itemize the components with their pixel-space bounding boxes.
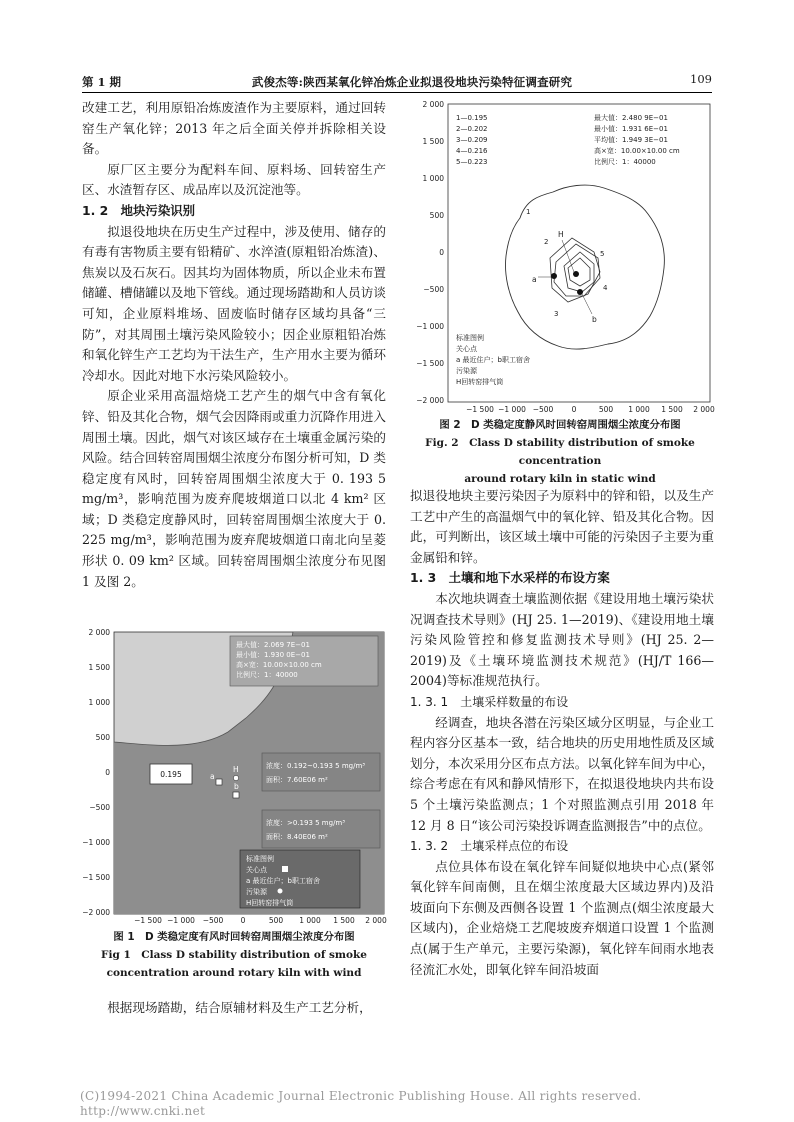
y-tick: 500 (429, 211, 444, 220)
point-h-label: H (233, 765, 239, 774)
subsection-heading: 1. 3. 1 土壤采样数量的布设 (410, 694, 569, 709)
paragraph: 拟退役地块主要污染因子为原料中的锌和铅，以及生产工艺中产生的高温烟气中的氧化锌、铅及其化合物。因此，可判断出，该区域土壤中可能的污染因子主要为重金属铅和锌。 (410, 488, 714, 565)
y-tick: 1 500 (88, 663, 110, 672)
contour-legend: 1—0.195 (456, 114, 488, 122)
figure-2-plot (408, 96, 716, 416)
y-tick: −2 000 (416, 396, 444, 405)
y-tick: −500 (423, 285, 444, 294)
contour-line-label: 3 (554, 310, 559, 318)
stat-line: 最小值：1.931 6E−01 (594, 125, 668, 133)
subsection-heading: 1. 3. 2 土壤采样点位的布设 (410, 839, 569, 854)
x-tick: 1 000 (299, 916, 321, 925)
figure-1 (78, 622, 396, 927)
caption-en: around rotary kiln in static wind (464, 473, 656, 485)
x-tick: −500 (532, 405, 554, 414)
y-tick: −1 500 (416, 359, 444, 368)
legend-item: 污染源 (246, 888, 267, 896)
figure-2-caption (404, 416, 716, 488)
caption-cn: 图 2 D 类稳定度静风时回转窑周围烟尘浓度分布图 (439, 419, 681, 431)
section-heading: 1. 3 土壤和地下水采样的布设方案 (410, 570, 610, 586)
stat-line: 比例尺：1：40000 (236, 671, 298, 679)
caption-en: Fig 1 Class D stability distribution of smoke (101, 949, 367, 961)
x-tick: −1 000 (167, 916, 195, 925)
point-a-marker (216, 779, 222, 785)
stat-line: 最大值：2.480 9E−01 (594, 114, 668, 122)
x-tick: 1 500 (333, 916, 355, 925)
stat-line: 最大值：2.069 7E−01 (236, 641, 310, 649)
paragraph: 改建工艺，利用原铅冶炼废渣作为主要原料，通过回转窑生产氧化锌；2013 年之后全面关停并拆除相关设备。 (82, 100, 386, 157)
point-a-marker (551, 273, 557, 279)
figure-1-plot (78, 622, 396, 927)
caption-en: concentration around rotary kiln with wind (106, 967, 362, 979)
legend-item: a 最近住户；b职工宿舍 (246, 877, 320, 885)
point-b-label: b (234, 782, 239, 791)
right-column-text (410, 486, 714, 980)
y-tick: −2 000 (82, 908, 110, 917)
y-tick: −1 000 (416, 322, 444, 331)
stat-line: 高×宽：10.00×10.00 cm (594, 147, 680, 155)
x-tick: 1 500 (661, 405, 683, 414)
x-tick: 0 (571, 405, 577, 414)
contour-line-label: 5 (600, 250, 605, 258)
paragraph: 原厂区主要分为配料车间、原料场、回转窑生产区、水渣暂存区、成品库以及沉淀池等。 (82, 161, 386, 198)
header-rule (82, 92, 712, 93)
zone-text: 浓度：>0.193 5 mg/m³ (266, 819, 346, 827)
y-tick: 0 (105, 768, 110, 777)
contour-line-label: 2 (544, 238, 549, 246)
x-tick: −1 000 (498, 405, 526, 414)
y-tick: 2 000 (88, 628, 110, 637)
caption-en: Fig. 2 Class D stability distribution of smoke concentration (425, 437, 695, 467)
y-tick: 1 000 (88, 698, 110, 707)
contour-legend: 2—0.202 (456, 125, 488, 133)
legend-item: a 最近住户；b职工宿舍 (456, 356, 530, 364)
x-tick: 0 (240, 916, 246, 925)
point-a-label: a (532, 275, 537, 284)
paragraph: 经调查，地块各潜在污染区域分区明显，与企业工程内容分区基本一致，结合地块的历史用地性质及区域划分，本次采用分区布点方法。以氧化锌车间为中心，综合考虑在有风和静风情形下，在拟退役地块内共布设 5 个土壤污染监测点；1 个对照监测点引用 2018 年 12 月 8 日“该公司污染投诉调查监测报告”中的点位。 (410, 714, 714, 833)
figure-1-caption (82, 928, 386, 982)
y-tick: 0 (439, 248, 444, 257)
legend-item: H回转窑排气筒 (246, 899, 294, 907)
y-tick: 1 500 (422, 137, 444, 146)
paragraph: 原企业采用高温焙烧工艺产生的烟气中含有氧化锌、铅及其化合物，烟气会因降雨或重力沉降作用进入周围土壤。因此，烟气对该区域存在土壤重金属污染的风险。结合回转窑周围烟尘浓度分布图分析可知，D 类稳定度有风时，回转窑周围烟尘浓度大于 0. 193 5 mg/m³，影响范围为废弃爬坡烟道口以北 4 km² 区域；D 类稳定度静风时，回转窑周围烟尘浓度大于 0. 225 mg/m³，影响范围为废弃爬坡烟道口南北向呈菱形状 0. 09 km² 区域。回转窑周围烟尘浓度分布见图 1 及图 2。 (82, 388, 386, 589)
running-header (82, 70, 712, 90)
figure-2 (408, 96, 716, 416)
section-heading: 1. 2 地块污染识别 (82, 202, 195, 218)
zone-text: 面积：8.40E06 m² (266, 833, 328, 841)
legend-title: 标准图例 (456, 334, 484, 342)
contour-legend: 4—0.216 (456, 147, 488, 155)
stat-line: 最小值：1.930 0E−01 (236, 651, 310, 659)
x-tick: −1 500 (134, 916, 162, 925)
y-tick: −1 500 (82, 873, 110, 882)
contour-label: 0.195 (160, 770, 182, 779)
zone-text: 浓度：0.192~0.193 5 mg/m³ (266, 762, 366, 770)
x-tick: 2 000 (693, 405, 715, 414)
legend-title: 标准图例 (246, 855, 274, 863)
point-h-marker (573, 271, 579, 277)
contour-line-label: 4 (603, 284, 608, 292)
x-tick: 1 000 (628, 405, 650, 414)
contour-legend: 5—0.223 (456, 158, 488, 166)
y-tick: 500 (95, 733, 110, 742)
x-tick: −1 500 (466, 405, 494, 414)
zone-text: 面积：7.60E06 m² (266, 776, 328, 784)
paragraph: 点位具体布设在氧化锌车间疑似地块中心点(紧邻氧化锌车间南侧，且在烟尘浓度最大区域边界内)及沿坡面向下东侧及西侧各设置 1 个监测点(烟尘浓度最大区域内)，企业焙烧工艺爬坡废弃烟道口设置 1 个监测点(属于生产单元，主要污染源)，氧化锌车间雨水地表径流汇水处，即氧化锌车间沿坡面 (410, 858, 714, 977)
point-h-marker (233, 775, 238, 780)
caption-cn: 图 1 D 类稳定度有风时回转窑周围烟尘浓度分布图 (113, 931, 355, 943)
legend-item: H回转窑排气筒 (456, 378, 504, 386)
stat-line: 平均值：1.949 3E−01 (594, 136, 668, 144)
left-column-text-bottom (82, 998, 386, 1019)
paragraph: 根据现场踏勘，结合原辅材料及生产工艺分析， (107, 1000, 372, 1015)
legend-item: 关心点 (246, 866, 267, 874)
y-tick: 1 000 (422, 174, 444, 183)
point-b-marker (577, 289, 583, 295)
copyright-footer: (C)1994-2021 China Academic Journal Electronic Publishing House. All rights reserved. http://www.cnki.net (80, 1089, 658, 1118)
page-number: 109 (690, 72, 712, 86)
legend-item: 关心点 (456, 345, 477, 353)
issue-number: 第 1 期 (82, 75, 122, 89)
contour-legend: 3—0.209 (456, 136, 488, 144)
y-tick: −500 (89, 803, 110, 812)
stat-line: 比例尺：1：40000 (594, 158, 656, 166)
contour-line-label: 1 (526, 208, 531, 216)
paragraph: 本次地块调查土壤监测依据《建设用地土壤污染状况调查技术导则》(HJ 25. 1—2019)、《建设用地土壤污染风险管控和修复监测技术导则》(HJ 25. 2—2019)及《土壤环境监测技术规范》(HJ/T 166—2004)等标准规范执行。 (410, 590, 714, 689)
x-tick: 500 (268, 916, 284, 925)
point-b-label: b (592, 315, 597, 324)
legend-item: 污染源 (456, 367, 477, 375)
y-tick: −1 000 (82, 838, 110, 847)
point-b-marker (233, 792, 239, 798)
paragraph: 拟退役地块在历史生产过程中，涉及使用、储存的有毒有害物质主要有铅精矿、水淬渣(原粗铅冶炼渣)、焦炭以及石灰石。因其均为固体物质，所以企业未布置储罐、槽储罐以及地下管线。通过现场踏勘和人员访谈可知，企业原料堆场、固废临时储存区域均具备“三防”，对其周围土壤污染风险较小；因企业原粗铅冶炼和氧化锌生产工艺均为干法生产，生产用水主要为循环冷却水。因此对地下水污染风险较小。 (82, 223, 386, 383)
stat-line: 高×宽：10.00×10.00 cm (236, 661, 322, 669)
point-h-label: H (558, 230, 564, 239)
point-a-label: a (210, 772, 215, 781)
x-tick: 500 (598, 405, 614, 414)
y-tick: 2 000 (422, 100, 444, 109)
running-title: 武俊杰等:陕西某氧化锌冶炼企业拟退役地块污染特征调查研究 (251, 75, 573, 89)
x-tick: −500 (202, 916, 224, 925)
left-column-text (82, 98, 386, 592)
x-tick: 2 000 (365, 916, 387, 925)
